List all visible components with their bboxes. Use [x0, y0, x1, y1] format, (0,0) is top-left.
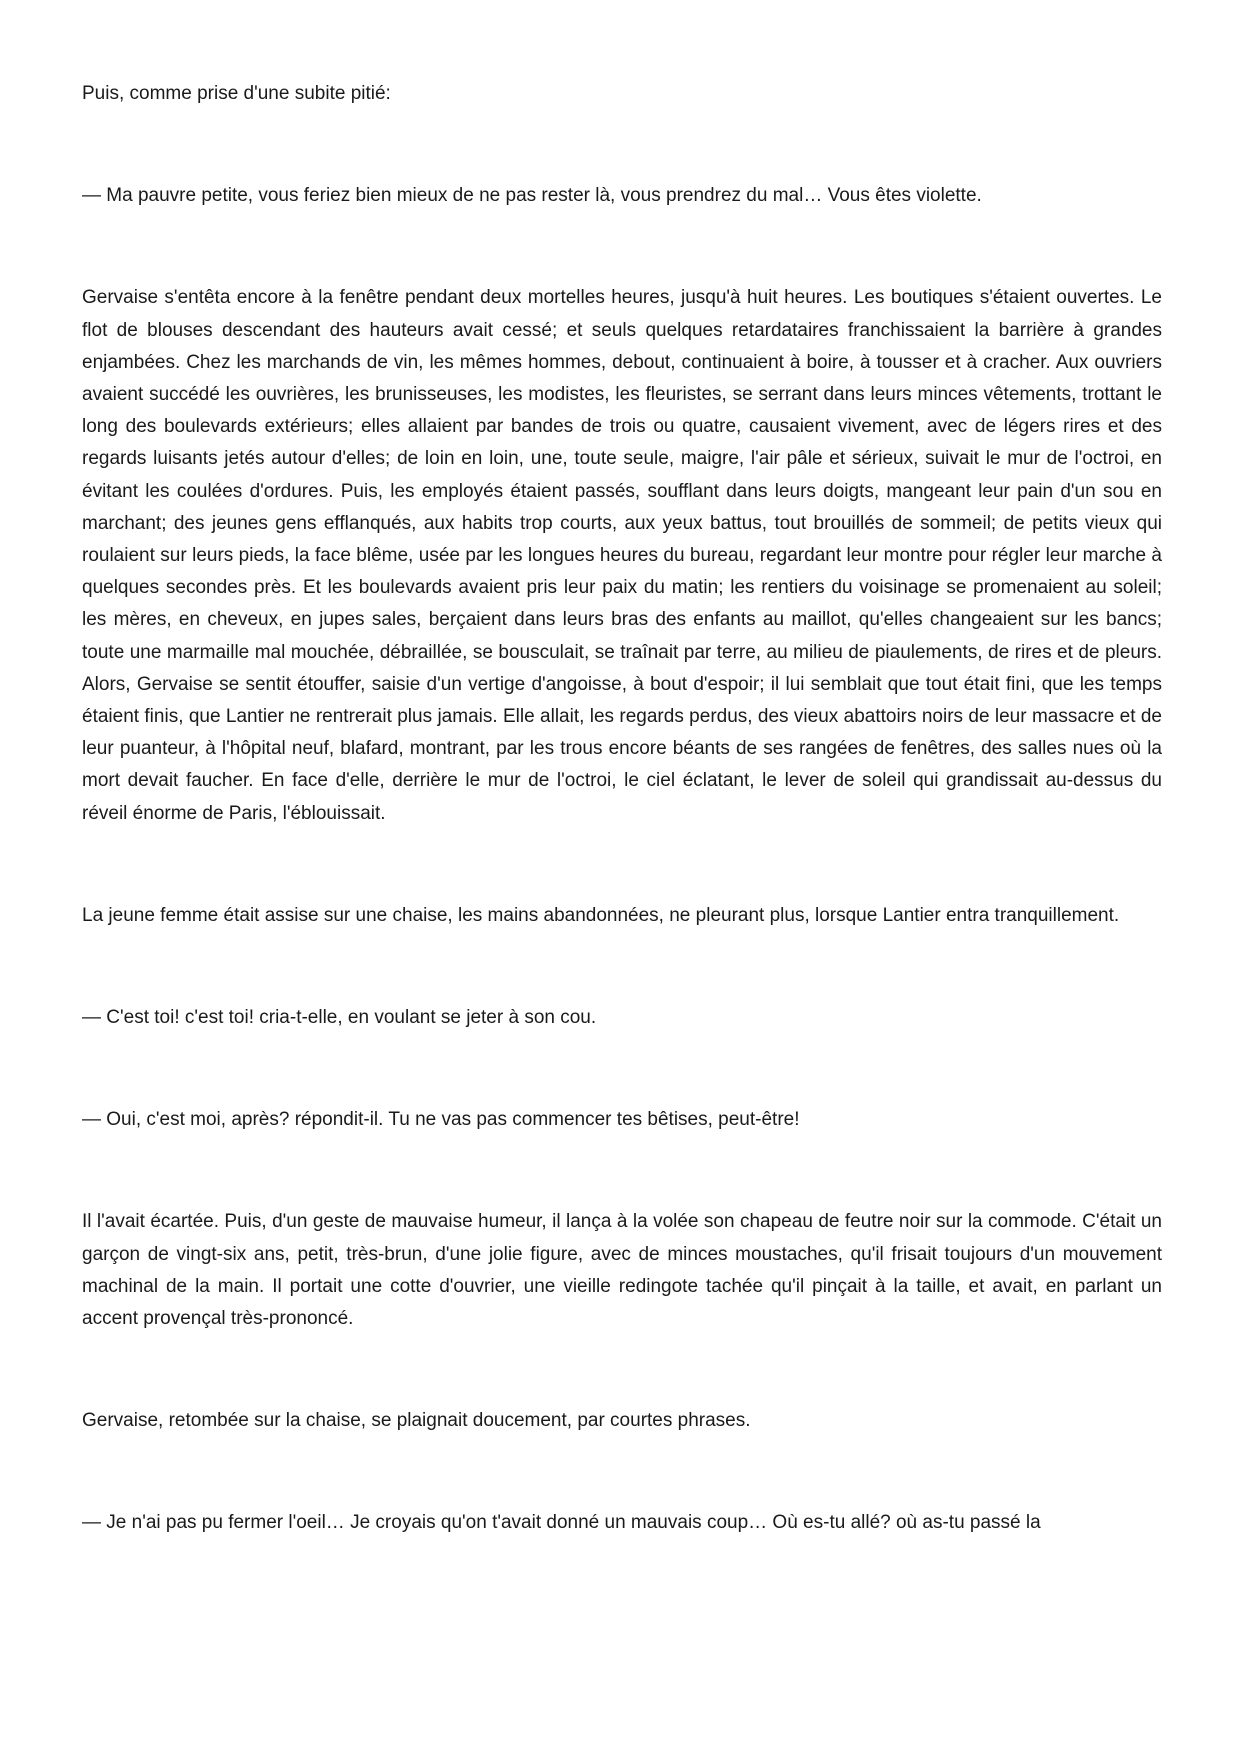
paragraph-5: — C'est toi! c'est toi! cria-t-elle, en voulant se jeter à son cou.: [82, 1007, 597, 1029]
paragraph-gap: [82, 110, 1162, 180]
paragraph-gap: [82, 1034, 1162, 1104]
paragraph-2: — Ma pauvre petite, vous feriez bien mieux de ne pas rester là, vous prendrez du mal… Vous êtes violette.: [82, 185, 982, 207]
paragraph-4: La jeune femme était assise sur une chaise, les mains abandonnées, ne pleurant plus, lorsque Lantier entra tranquillement.: [82, 904, 1120, 926]
paragraph-gap: [82, 932, 1162, 1002]
paragraph-gap: [82, 212, 1162, 282]
paragraph-6: — Oui, c'est moi, après? répondit-il. Tu ne vas pas commencer tes bêtises, peut-être!: [82, 1109, 800, 1131]
paragraph-8: Gervaise, retombée sur la chaise, se plaignait doucement, par courtes phrases.: [82, 1410, 751, 1432]
paragraph-gap: [82, 830, 1162, 900]
paragraph-1: Puis, comme prise d'une subite pitié:: [82, 83, 391, 104]
paragraph-7: Il l'avait écartée. Puis, d'un geste de mauvaise humeur, il lança à la volée son chapeau de feutre noir sur la commode. C'était un garçon de vingt-six ans, petit, très-brun, d'une jolie figure, avec de minces moustaches, qu'il frisait toujours d'un mouvement machinal de la main. Il portait une cotte d'ouvrier, une vieille redingote tachée qu'il pinçait à la taille, et avait, en parlant un accent provençal très-prononcé.: [82, 1211, 1162, 1330]
document-page: [82, 78, 1162, 1540]
paragraph-9: — Je n'ai pas pu fermer l'oeil… Je croyais qu'on t'avait donné un mauvais coup… Où es-tu allé? où as-tu passé la: [82, 1512, 1041, 1534]
paragraph-gap: [82, 1335, 1162, 1405]
paragraph-gap: [82, 1136, 1162, 1206]
paragraph-3: Gervaise s'entêta encore à la fenêtre pendant deux mortelles heures, jusqu'à huit heures. Les boutiques s'étaient ouvertes. Le flot de blouses descendant des hauteurs avait cessé; et seuls quelques retardataires franchissaient la barrière à grandes enjambées. Chez les marchands de vin, les mêmes hommes, debout, continuaient à boire, à tousser et à cracher. Aux ouvriers avaient succédé les ouvrières, les brunisseuses, les modistes, les fleuristes, se serrant dans leurs minces vêtements, trottant le long des boulevards extérieurs; elles allaient par bandes de trois ou quatre, causaient vivement, avec de légers rires et des regards luisants jetés autour d'elles; de loin en loin, une, toute seule, maigre, l'air pâle et sérieux, suivait le mur de l'octroi, en évitant les coulées d'ordures. Puis, les employés étaient passés, soufflant dans leurs doigts, mangeant leur pain d'un sou en marchant; des jeunes gens efflanqués, aux habits trop courts, aux yeux battus, tout brouillés de sommeil; de petits vieux qui roulaient sur leurs pieds, la face blême, usée par les longues heures du bureau, regardant leur montre pour régler leur marche à quelques secondes près. Et les boulevards avaient pris leur paix du matin; les rentiers du voisinage se promenaient au soleil; les mères, en cheveux, en jupes sales, berçaient dans leurs bras des enfants au maillot, qu'elles changeaient sur les bancs; toute une marmaille mal mouchée, débraillée, se bousculait, se traînait par terre, au milieu de piaulements, de rires et de pleurs. Alors, Gervaise se sentit étouffer, saisie d'un vertige d'angoisse, à bout d'espoir; il lui semblait que tout était fini, que les temps étaient finis, que Lantier ne rentrerait plus jamais. Elle allait, les regards perdus, des vieux abattoirs noirs de leur massacre et de leur puanteur, à l'hôpital neuf, blafard, montrant, par les trous encore béants de ses rangées de fenêtres, des salles nues où la mort devait faucher. En face d'elle, derrière le mur de l'octroi, le ciel éclatant, le lever de soleil qui grandissait au-dessus du réveil énorme de Paris, l'éblouissait.: [82, 287, 1162, 824]
paragraph-gap: [82, 1437, 1162, 1507]
